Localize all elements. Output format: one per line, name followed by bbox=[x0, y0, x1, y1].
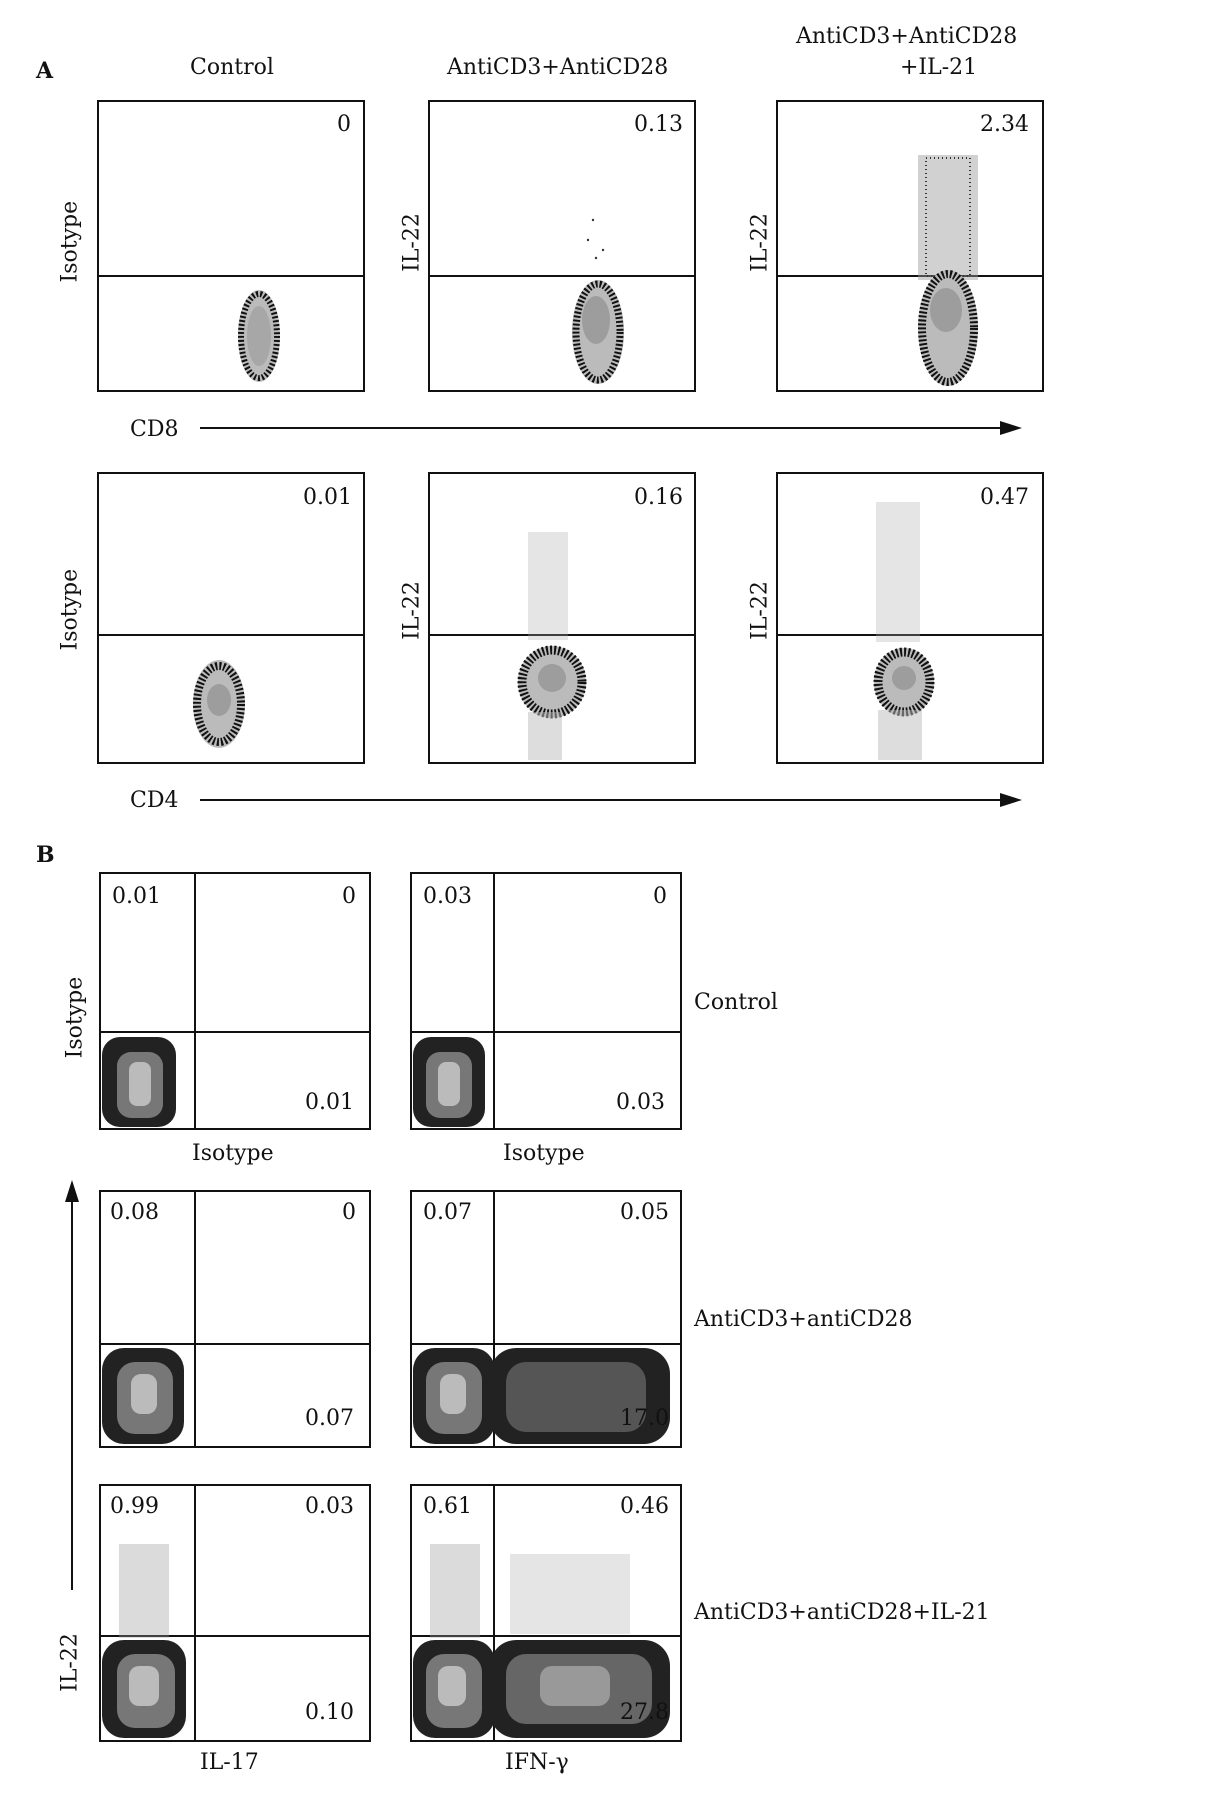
y-axis-label-il22: IL-22 bbox=[57, 1633, 83, 1692]
event-cloud bbox=[193, 660, 245, 748]
col-title-anticd3-anticd28: AntiCD3+AntiCD28 bbox=[447, 55, 669, 80]
quadrant-value-ul: 0.07 bbox=[423, 1200, 472, 1225]
quadrant-value-ur: 0 bbox=[653, 884, 667, 909]
y-axis-label: Isotype bbox=[57, 200, 83, 283]
event-cloud bbox=[918, 155, 978, 386]
x-axis-arrow bbox=[200, 790, 1030, 810]
x-axis-label: IFN-γ bbox=[505, 1750, 569, 1775]
quadrant-value-ur: 0 bbox=[342, 1200, 356, 1225]
y-axis-label: IL-22 bbox=[747, 213, 773, 272]
event-cloud bbox=[413, 1037, 485, 1127]
quadrant-value-ul: 0.03 bbox=[423, 884, 472, 909]
x-axis-label-cd8: CD8 bbox=[130, 417, 179, 442]
col-title-anticd3-anticd28-il21-line2: +IL-21 bbox=[900, 55, 978, 80]
quadrant-value-ur: 0 bbox=[342, 884, 356, 909]
row-label-stim: AntiCD3+antiCD28 bbox=[694, 1307, 913, 1332]
quadrant-value: 0.01 bbox=[303, 485, 352, 510]
event-cloud bbox=[102, 1348, 184, 1444]
quadrant-value-lr: 0.07 bbox=[305, 1406, 354, 1431]
flow-plot-a-cd4-stim bbox=[428, 472, 696, 764]
quadrant-value-lr: 0.10 bbox=[305, 1700, 354, 1725]
quadrant-value-ul: 0.99 bbox=[110, 1494, 159, 1519]
panel-a-letter: A bbox=[36, 58, 54, 84]
flow-plot-a-cd4-il21 bbox=[776, 472, 1044, 764]
y-axis-label: Isotype bbox=[62, 976, 88, 1059]
quadrant-value-lr: 0.03 bbox=[616, 1090, 665, 1115]
quadrant-value-ul: 0.08 bbox=[110, 1200, 159, 1225]
quadrant-value-lr: 17.0 bbox=[620, 1406, 669, 1431]
x-axis-label: IL-17 bbox=[200, 1750, 259, 1775]
x-axis-label: Isotype bbox=[192, 1141, 274, 1166]
quadrant-value: 0.47 bbox=[980, 485, 1029, 510]
flow-plot-a-cd8-control bbox=[97, 100, 365, 392]
quadrant-value-ul: 0.01 bbox=[112, 884, 161, 909]
x-axis-label-cd4: CD4 bbox=[130, 788, 179, 813]
quadrant-value: 0 bbox=[337, 112, 351, 137]
quadrant-value-lr: 27.8 bbox=[620, 1700, 669, 1725]
flow-plot-a-cd4-control bbox=[97, 472, 365, 764]
x-axis-arrow bbox=[200, 418, 1030, 438]
event-cloud bbox=[102, 1037, 176, 1127]
quadrant-value-ur: 0.05 bbox=[620, 1200, 669, 1225]
quadrant-value: 0.13 bbox=[634, 112, 683, 137]
y-axis-label: IL-22 bbox=[747, 581, 773, 640]
x-axis-label: Isotype bbox=[503, 1141, 585, 1166]
row-label-control: Control bbox=[694, 990, 778, 1015]
flow-plot-a-cd8-stim bbox=[428, 100, 696, 392]
quadrant-value: 0.16 bbox=[634, 485, 683, 510]
quadrant-value-lr: 0.01 bbox=[305, 1090, 354, 1115]
quadrant-value-ur: 0.46 bbox=[620, 1494, 669, 1519]
y-axis-label: IL-22 bbox=[399, 581, 425, 640]
flow-plot-a-cd8-il21 bbox=[776, 100, 1044, 392]
y-axis-label: Isotype bbox=[57, 568, 83, 651]
y-axis-label: IL-22 bbox=[399, 213, 425, 272]
col-title-control: Control bbox=[190, 55, 274, 80]
col-title-anticd3-anticd28-il21-line1: AntiCD3+AntiCD28 bbox=[796, 24, 1018, 49]
y-axis-arrow bbox=[60, 1180, 84, 1600]
quadrant-value-ul: 0.61 bbox=[423, 1494, 472, 1519]
panel-b-letter: B bbox=[36, 842, 55, 868]
quadrant-value: 2.34 bbox=[980, 112, 1029, 137]
quadrant-value-ur: 0.03 bbox=[305, 1494, 354, 1519]
event-cloud bbox=[238, 290, 280, 382]
row-label-stim-il21: AntiCD3+antiCD28+IL-21 bbox=[694, 1600, 990, 1625]
